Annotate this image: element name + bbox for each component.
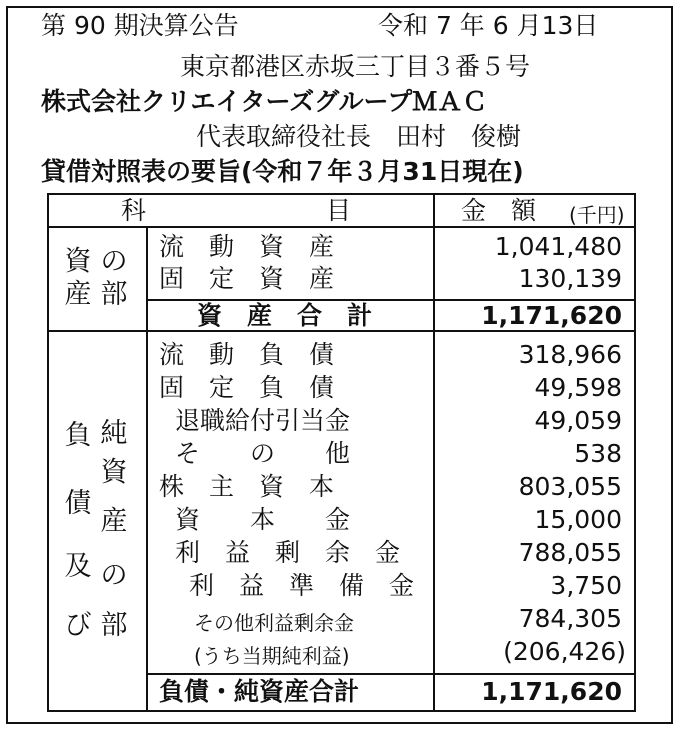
liab-row-amount: 803,055 <box>518 472 622 501</box>
liab-section-label-1: 負 <box>64 420 92 451</box>
assets-total-amount: 1,171,620 <box>481 301 622 330</box>
asset-row-label: 固 定 資 産 <box>159 264 335 293</box>
liab-section-label-7: 産 <box>100 506 128 537</box>
liab-row-amount: 318,966 <box>518 340 622 369</box>
assets-label-divider <box>146 228 148 330</box>
liab-row-amount: 3,750 <box>550 571 622 600</box>
assets-section-label-2: 産 <box>64 279 92 310</box>
asset-row-label: 流 動 資 産 <box>159 232 335 261</box>
liab-row-amount: 49,059 <box>534 406 622 435</box>
liab-row-label: 退職給付引当金 <box>175 406 351 435</box>
col-amount-header: 金 額 <box>461 196 537 225</box>
asset-row-amount: 130,139 <box>518 264 622 293</box>
liab-row-amount: 788,055 <box>518 538 622 567</box>
liab-label-divider <box>146 332 148 710</box>
document-title: 貸借対照表の要旨(令和７年３月31日現在) <box>41 157 524 186</box>
liab-row-label: 流 動 負 債 <box>159 340 335 369</box>
assets-section-label-3: の <box>100 246 128 277</box>
header-divider <box>49 226 634 228</box>
asset-row-amount: 1,041,480 <box>494 232 622 261</box>
liab-section-label-8: の <box>100 560 128 591</box>
liab-section-label-5: 純 <box>100 418 128 449</box>
liab-section-label-3: 及 <box>64 551 92 582</box>
liab-row-label: 利 益 剰 余 金 <box>175 538 401 567</box>
liab-row-amount: 49,598 <box>534 373 622 402</box>
section-divider <box>49 330 634 332</box>
representative: 代表取締役社長 田村 俊樹 <box>196 122 522 151</box>
notice-title: 第 90 期決算公告 <box>41 11 239 40</box>
liab-section-label-2: 債 <box>64 488 92 519</box>
assets-total-label: 資 産 合 計 <box>197 301 373 330</box>
liab-row-label: 資 本 金 <box>175 505 351 534</box>
liab-row-label: そ の 他 <box>175 439 351 468</box>
col-item-header-b: 目 <box>326 196 352 225</box>
amount-column-divider <box>433 195 435 710</box>
liab-section-label-6: 資 <box>100 457 128 488</box>
assets-section-label-4: 部 <box>100 279 128 310</box>
notice-date: 令和 7 年 6 月13日 <box>378 11 599 40</box>
liab-row-amount: 15,000 <box>534 505 622 534</box>
liab-row-amount: 784,305 <box>518 604 622 633</box>
liab-section-label-4: び <box>64 610 92 641</box>
col-item-header-a: 科 <box>121 196 147 225</box>
liab-row-label: 株 主 資 本 <box>159 472 335 501</box>
balance-sheet-table <box>47 193 636 712</box>
company-name: 株式会社クリエイターズグループＭＡＣ <box>41 87 488 116</box>
liab-section-label-9: 部 <box>100 610 128 641</box>
liab-row-label: 利 益 準 備 金 <box>189 571 415 600</box>
liab-row-label: 固 定 負 債 <box>159 373 335 402</box>
liab-equity-total-amount: 1,171,620 <box>481 677 622 706</box>
liab-row-label: その他利益剰余金 <box>194 611 354 635</box>
liab-row-amount: 538 <box>574 439 622 468</box>
liab-total-divider <box>146 673 634 675</box>
liab-row-label: (うち当期純利益) <box>194 644 350 668</box>
liab-row-amount: (206,426) <box>503 637 626 666</box>
col-unit: (千円) <box>569 203 625 227</box>
company-address: 東京都港区赤坂三丁目３番５号 <box>180 52 531 81</box>
assets-section-label-1: 資 <box>64 246 92 277</box>
liab-equity-total-label: 負債・純資産合計 <box>159 677 360 706</box>
